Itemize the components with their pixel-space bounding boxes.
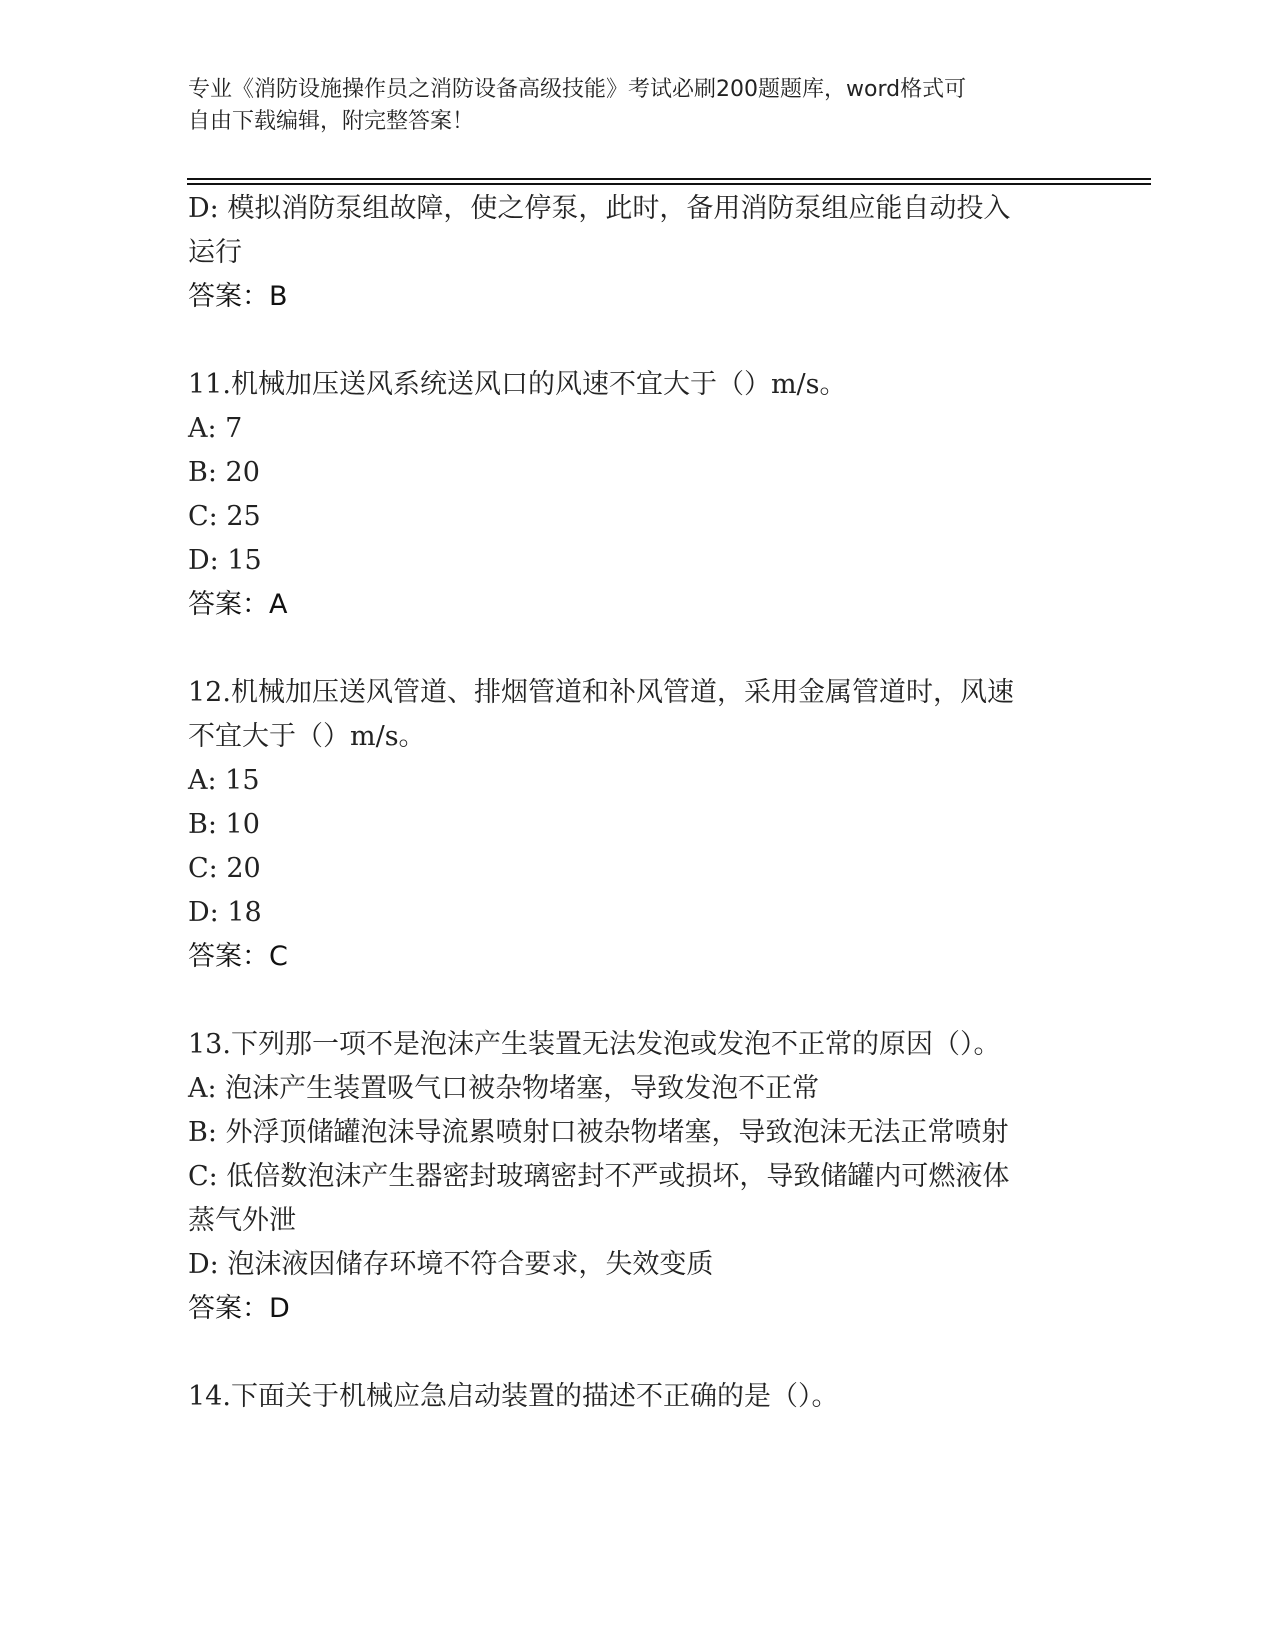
option-a: A: 15 bbox=[188, 765, 260, 796]
header-divider-top bbox=[187, 178, 1151, 180]
option-d: D: 15 bbox=[188, 545, 262, 576]
option-d: D: 模拟消防泵组故障，使之停泵，此时，备用消防泵组应能自动投入 bbox=[188, 193, 1011, 224]
option-c: C: 20 bbox=[188, 853, 261, 884]
option-a: A: 泡沫产生装置吸气口被杂物堵塞，导致发泡不正常 bbox=[188, 1073, 820, 1104]
option-b: B: 外浮顶储罐泡沫导流累喷射口被杂物堵塞，导致泡沫无法正常喷射 bbox=[188, 1117, 1009, 1148]
document-header bbox=[188, 74, 1068, 138]
option-c: C: 25 bbox=[188, 501, 261, 532]
question-stem: 11.机械加压送风系统送风口的风速不宜大于（）m/s。 bbox=[188, 369, 847, 400]
option-b: B: 20 bbox=[188, 457, 260, 488]
option-d-continuation: 运行 bbox=[188, 237, 242, 268]
question-stem-continuation: 不宜大于（）m/s。 bbox=[188, 721, 426, 752]
question-stem: 13.下列那一项不是泡沫产生装置无法发泡或发泡不正常的原因（）。 bbox=[188, 1029, 1001, 1060]
answer-label: 答案：B bbox=[188, 281, 288, 312]
header-line-2: 自由下载编辑，附完整答案！ bbox=[188, 109, 475, 134]
header-line-1: 专业《消防设施操作员之消防设备高级技能》考试必刷200题题库，word格式可 bbox=[188, 77, 967, 102]
option-a: A: 7 bbox=[188, 413, 243, 444]
option-c-continuation: 蒸气外泄 bbox=[188, 1205, 296, 1236]
option-d: D: 18 bbox=[188, 897, 262, 928]
question-stem: 14.下面关于机械应急启动装置的描述不正确的是（）。 bbox=[188, 1381, 839, 1412]
option-c: C: 低倍数泡沫产生器密封玻璃密封不严或损坏，导致储罐内可燃液体 bbox=[188, 1161, 1010, 1192]
answer-label: 答案：D bbox=[188, 1293, 290, 1324]
question-stem: 12.机械加压送风管道、排烟管道和补风管道，采用金属管道时，风速 bbox=[188, 677, 1014, 708]
answer-label: 答案：A bbox=[188, 589, 288, 620]
header-divider-bottom bbox=[187, 183, 1151, 185]
answer-label: 答案：C bbox=[188, 941, 288, 972]
option-b: B: 10 bbox=[188, 809, 260, 840]
option-d: D: 泡沫液因储存环境不符合要求，失效变质 bbox=[188, 1249, 714, 1280]
